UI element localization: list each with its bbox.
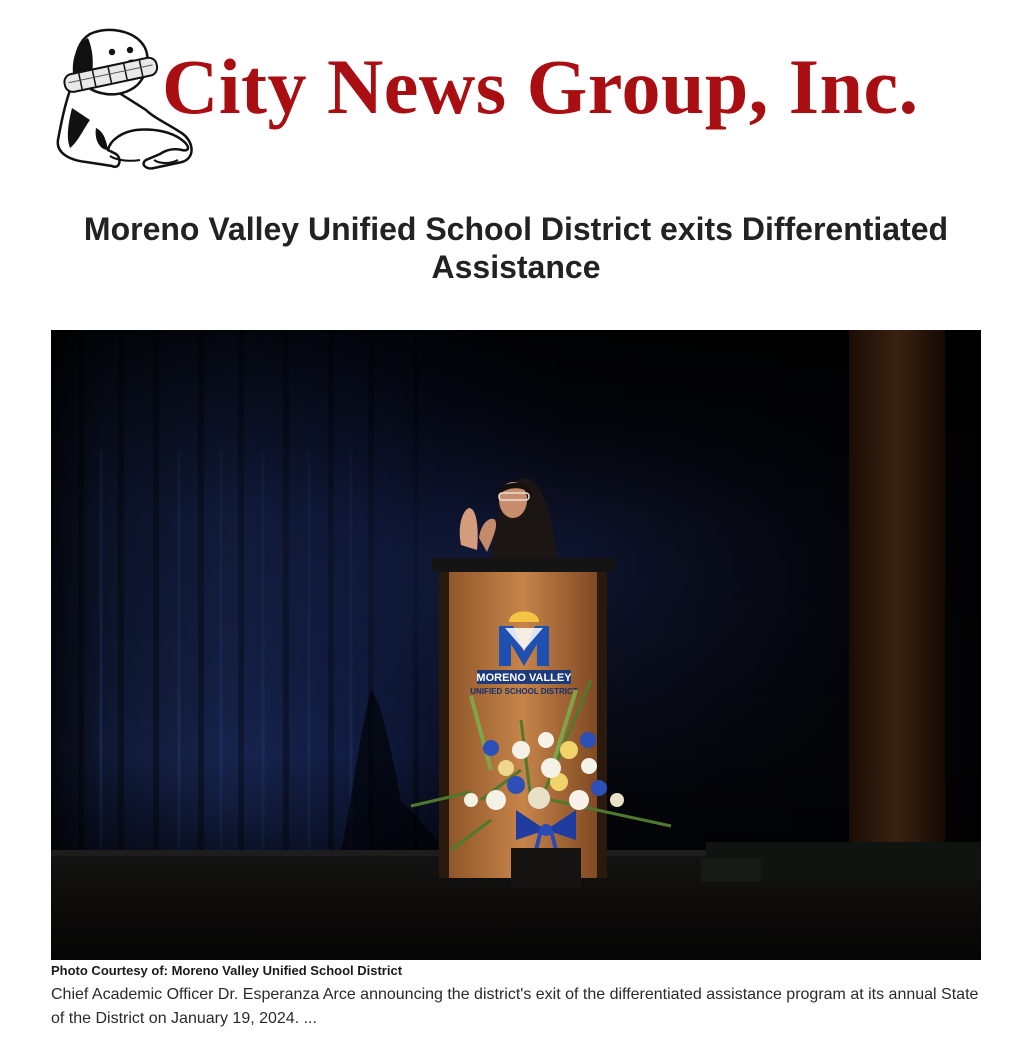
stage-scene-image: [51, 330, 981, 960]
article-title: Moreno Valley Unified School District exits Differentiated Assistance: [83, 211, 949, 285]
site-masthead[interactable]: [50, 28, 980, 174]
podium-logo-line2: UNIFIED SCHOOL DISTRICT: [470, 687, 578, 696]
photo-credit: Photo Courtesy of: Moreno Valley Unified School District: [51, 963, 403, 978]
podium-logo-line1: MORENO VALLEY: [476, 672, 572, 684]
article-photo: [51, 330, 981, 960]
photo-caption: Chief Academic Officer Dr. Esperanza Arce announcing the district's exit of the differentiated assistance program at its annual State of the District on January 19, 2024. ...: [51, 986, 979, 1027]
site-logo-wordmark: City News Group, Inc.: [162, 43, 919, 130]
